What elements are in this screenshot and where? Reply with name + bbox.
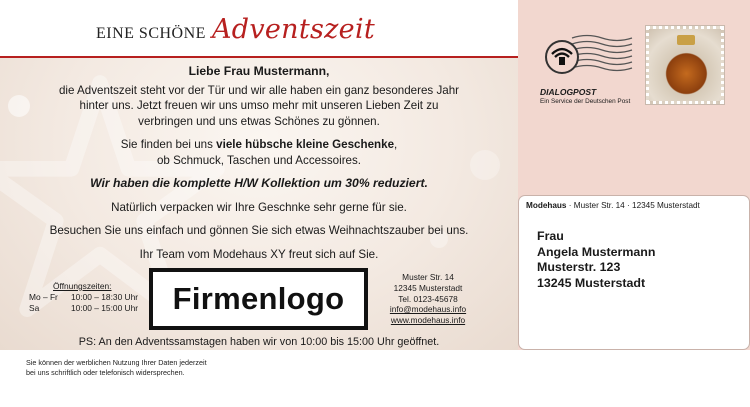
data-privacy-notice xyxy=(26,358,207,377)
sender-address: · Muster Str. 14 · 12345 Musterstadt xyxy=(566,201,700,210)
paragraph-signoff: Ihr Team vom Modehaus XY freut sich auf Sie. xyxy=(139,247,379,261)
opening-hours-row xyxy=(29,303,138,314)
postscript: PS: An den Adventssamstagen haben wir von 10:00 bis 15:00 Uhr geöffnet. xyxy=(78,336,440,348)
postage-stamp xyxy=(646,26,724,104)
shop-street: Muster Str. 14 xyxy=(402,272,454,282)
gifts-suffix: , xyxy=(394,138,398,151)
opening-day: Sa xyxy=(29,303,40,313)
privacy-line-2: bei uns schriftlich oder telefonisch widersprechen. xyxy=(26,367,185,377)
letter-body xyxy=(0,64,518,270)
recipient-city: 13245 Musterstadt xyxy=(537,275,646,290)
shop-city: 12345 Musterstadt xyxy=(393,282,463,293)
opening-hours-row xyxy=(29,292,138,303)
headline xyxy=(96,14,375,45)
shop-website-link[interactable]: www.modehaus.info xyxy=(390,315,466,326)
gifts-bold: viele hübsche kleine Geschenke xyxy=(216,138,395,151)
recipient-lines xyxy=(537,229,655,291)
gifts-prefix: Sie finden bei uns xyxy=(120,138,217,151)
sender-line xyxy=(526,201,700,210)
paragraph-gifts xyxy=(0,137,518,168)
opening-time: 10:00 – 18:30 Uhr xyxy=(71,292,139,302)
headline-small: EINE SCHÖNE xyxy=(96,25,206,42)
shop-phone: Tel. 0123-45678 xyxy=(398,293,458,304)
opening-hours-title: Öffnungszeiten: xyxy=(53,281,112,291)
recipient-name: Angela Mustermann xyxy=(537,244,656,259)
intro-line-1: die Adventszeit steht vor der Tür und wir alle haben ein ganz besonderes Jahr xyxy=(58,83,459,97)
paragraph-intro xyxy=(0,83,518,130)
greeting: Liebe Frau Mustermann, xyxy=(188,64,330,78)
opening-hours xyxy=(29,281,138,314)
post-service-label: Ein Service der Deutschen Post xyxy=(540,98,631,105)
gifts-line-2: ob Schmuck, Taschen und Accessoires. xyxy=(156,153,362,167)
header-rule xyxy=(0,56,518,58)
intro-line-3: verbringen und uns etwas Schönes zu gönnen. xyxy=(138,114,380,128)
sale-highlight: Wir haben die komplette H/W Kollektion um 30% reduziert. xyxy=(90,176,428,190)
shop-address xyxy=(383,272,473,326)
opening-time: 10:00 – 15:00 Uhr xyxy=(71,303,139,313)
sender-name: Modehaus xyxy=(526,201,567,210)
paragraph-visit: Besuchen Sie uns einfach und gönnen Sie sich etwas Weihnachtszauber bei uns. xyxy=(49,224,469,237)
opening-day: Mo – Fr xyxy=(29,292,58,302)
company-logo: Firmenlogo xyxy=(149,268,368,330)
privacy-line-1: Sie können der werblichen Nutzung Ihrer Daten jederzeit xyxy=(26,358,207,367)
ornament-cap-icon xyxy=(677,35,695,45)
recipient-salutation: Frau xyxy=(537,229,564,243)
headline-script: Adventszeit xyxy=(211,14,376,45)
shop-email-link[interactable]: info@modehaus.info xyxy=(389,304,467,315)
paragraph-wrapping: Natürlich verpacken wir Ihre Geschnke sehr gerne für sie. xyxy=(111,200,407,214)
intro-line-2: hinter uns. Jetzt freuen wir uns umso mehr mit unseren Lieben Zeit zu xyxy=(79,99,439,112)
dialogpost-label: DIALOGPOST xyxy=(540,87,597,97)
recipient-street: Musterstr. 123 xyxy=(537,260,621,275)
recipient-address-box xyxy=(518,195,750,350)
postmark-icon xyxy=(542,30,642,90)
